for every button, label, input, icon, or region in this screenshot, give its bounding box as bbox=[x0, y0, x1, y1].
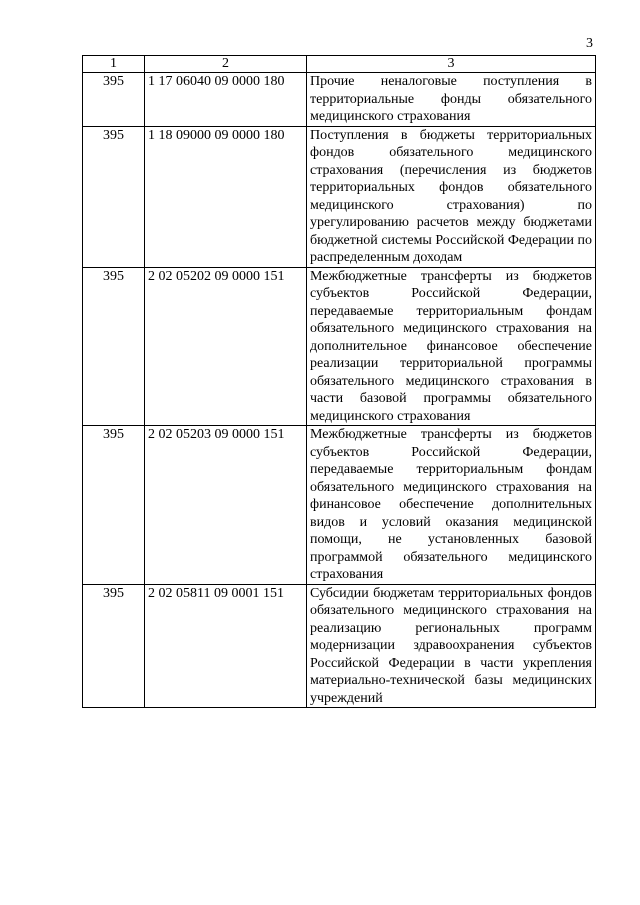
budget-code-cell: 1 17 06040 09 0000 180 bbox=[145, 73, 307, 127]
page-number: 3 bbox=[586, 36, 593, 51]
table-row bbox=[83, 126, 596, 267]
admin-code-cell: 395 bbox=[83, 73, 145, 127]
table-row bbox=[83, 267, 596, 426]
table-row bbox=[83, 73, 596, 127]
column-header-3: 3 bbox=[307, 56, 596, 73]
revenue-name-cell: Субсидии бюджетам территориальных фондов обязательного медицинского страхования на реализацию региональных программ модернизации здравоохранения субъектов Российской Федерации в части укрепления материально-технической базы медицинских учреждений bbox=[307, 584, 596, 708]
revenue-name-cell: Межбюджетные трансферты из бюджетов субъектов Российской Федерации, передаваемые территориальным фондам обязательного медицинского страхования на дополнительное финансовое обеспечение реализации территориальной программы обязательного медицинского страхования в части базовой программы обязательного медицинского страхования bbox=[307, 267, 596, 426]
revenue-name-cell: Прочие неналоговые поступления в территориальные фонды обязательного медицинского страхования bbox=[307, 73, 596, 127]
budget-codes-table bbox=[82, 55, 596, 708]
revenue-name-cell: Поступления в бюджеты территориальных фондов обязательного медицинского страхования (перечисления из бюджетов территориальных фондов обязательного медицинского страхования) по урегулированию расчетов между бюджетами бюджетной системы Российской Федерации по распределенным доходам bbox=[307, 126, 596, 267]
budget-code-cell: 2 02 05203 09 0000 151 bbox=[145, 426, 307, 585]
budget-code-cell: 2 02 05811 09 0001 151 bbox=[145, 584, 307, 708]
table-row bbox=[83, 426, 596, 585]
column-header-1: 1 bbox=[83, 56, 145, 73]
admin-code-cell: 395 bbox=[83, 426, 145, 585]
table-header-row bbox=[83, 56, 596, 73]
budget-code-cell: 1 18 09000 09 0000 180 bbox=[145, 126, 307, 267]
table-row bbox=[83, 584, 596, 708]
column-header-2: 2 bbox=[145, 56, 307, 73]
admin-code-cell: 395 bbox=[83, 267, 145, 426]
admin-code-cell: 395 bbox=[83, 126, 145, 267]
budget-code-cell: 2 02 05202 09 0000 151 bbox=[145, 267, 307, 426]
revenue-name-cell: Межбюджетные трансферты из бюджетов субъектов Российской Федерации, передаваемые территориальным фондам обязательного медицинского страхования на финансовое обеспечение дополнительных видов и условий оказания медицинской помощи, не установленных базовой программой обязательного медицинского страхования bbox=[307, 426, 596, 585]
admin-code-cell: 395 bbox=[83, 584, 145, 708]
